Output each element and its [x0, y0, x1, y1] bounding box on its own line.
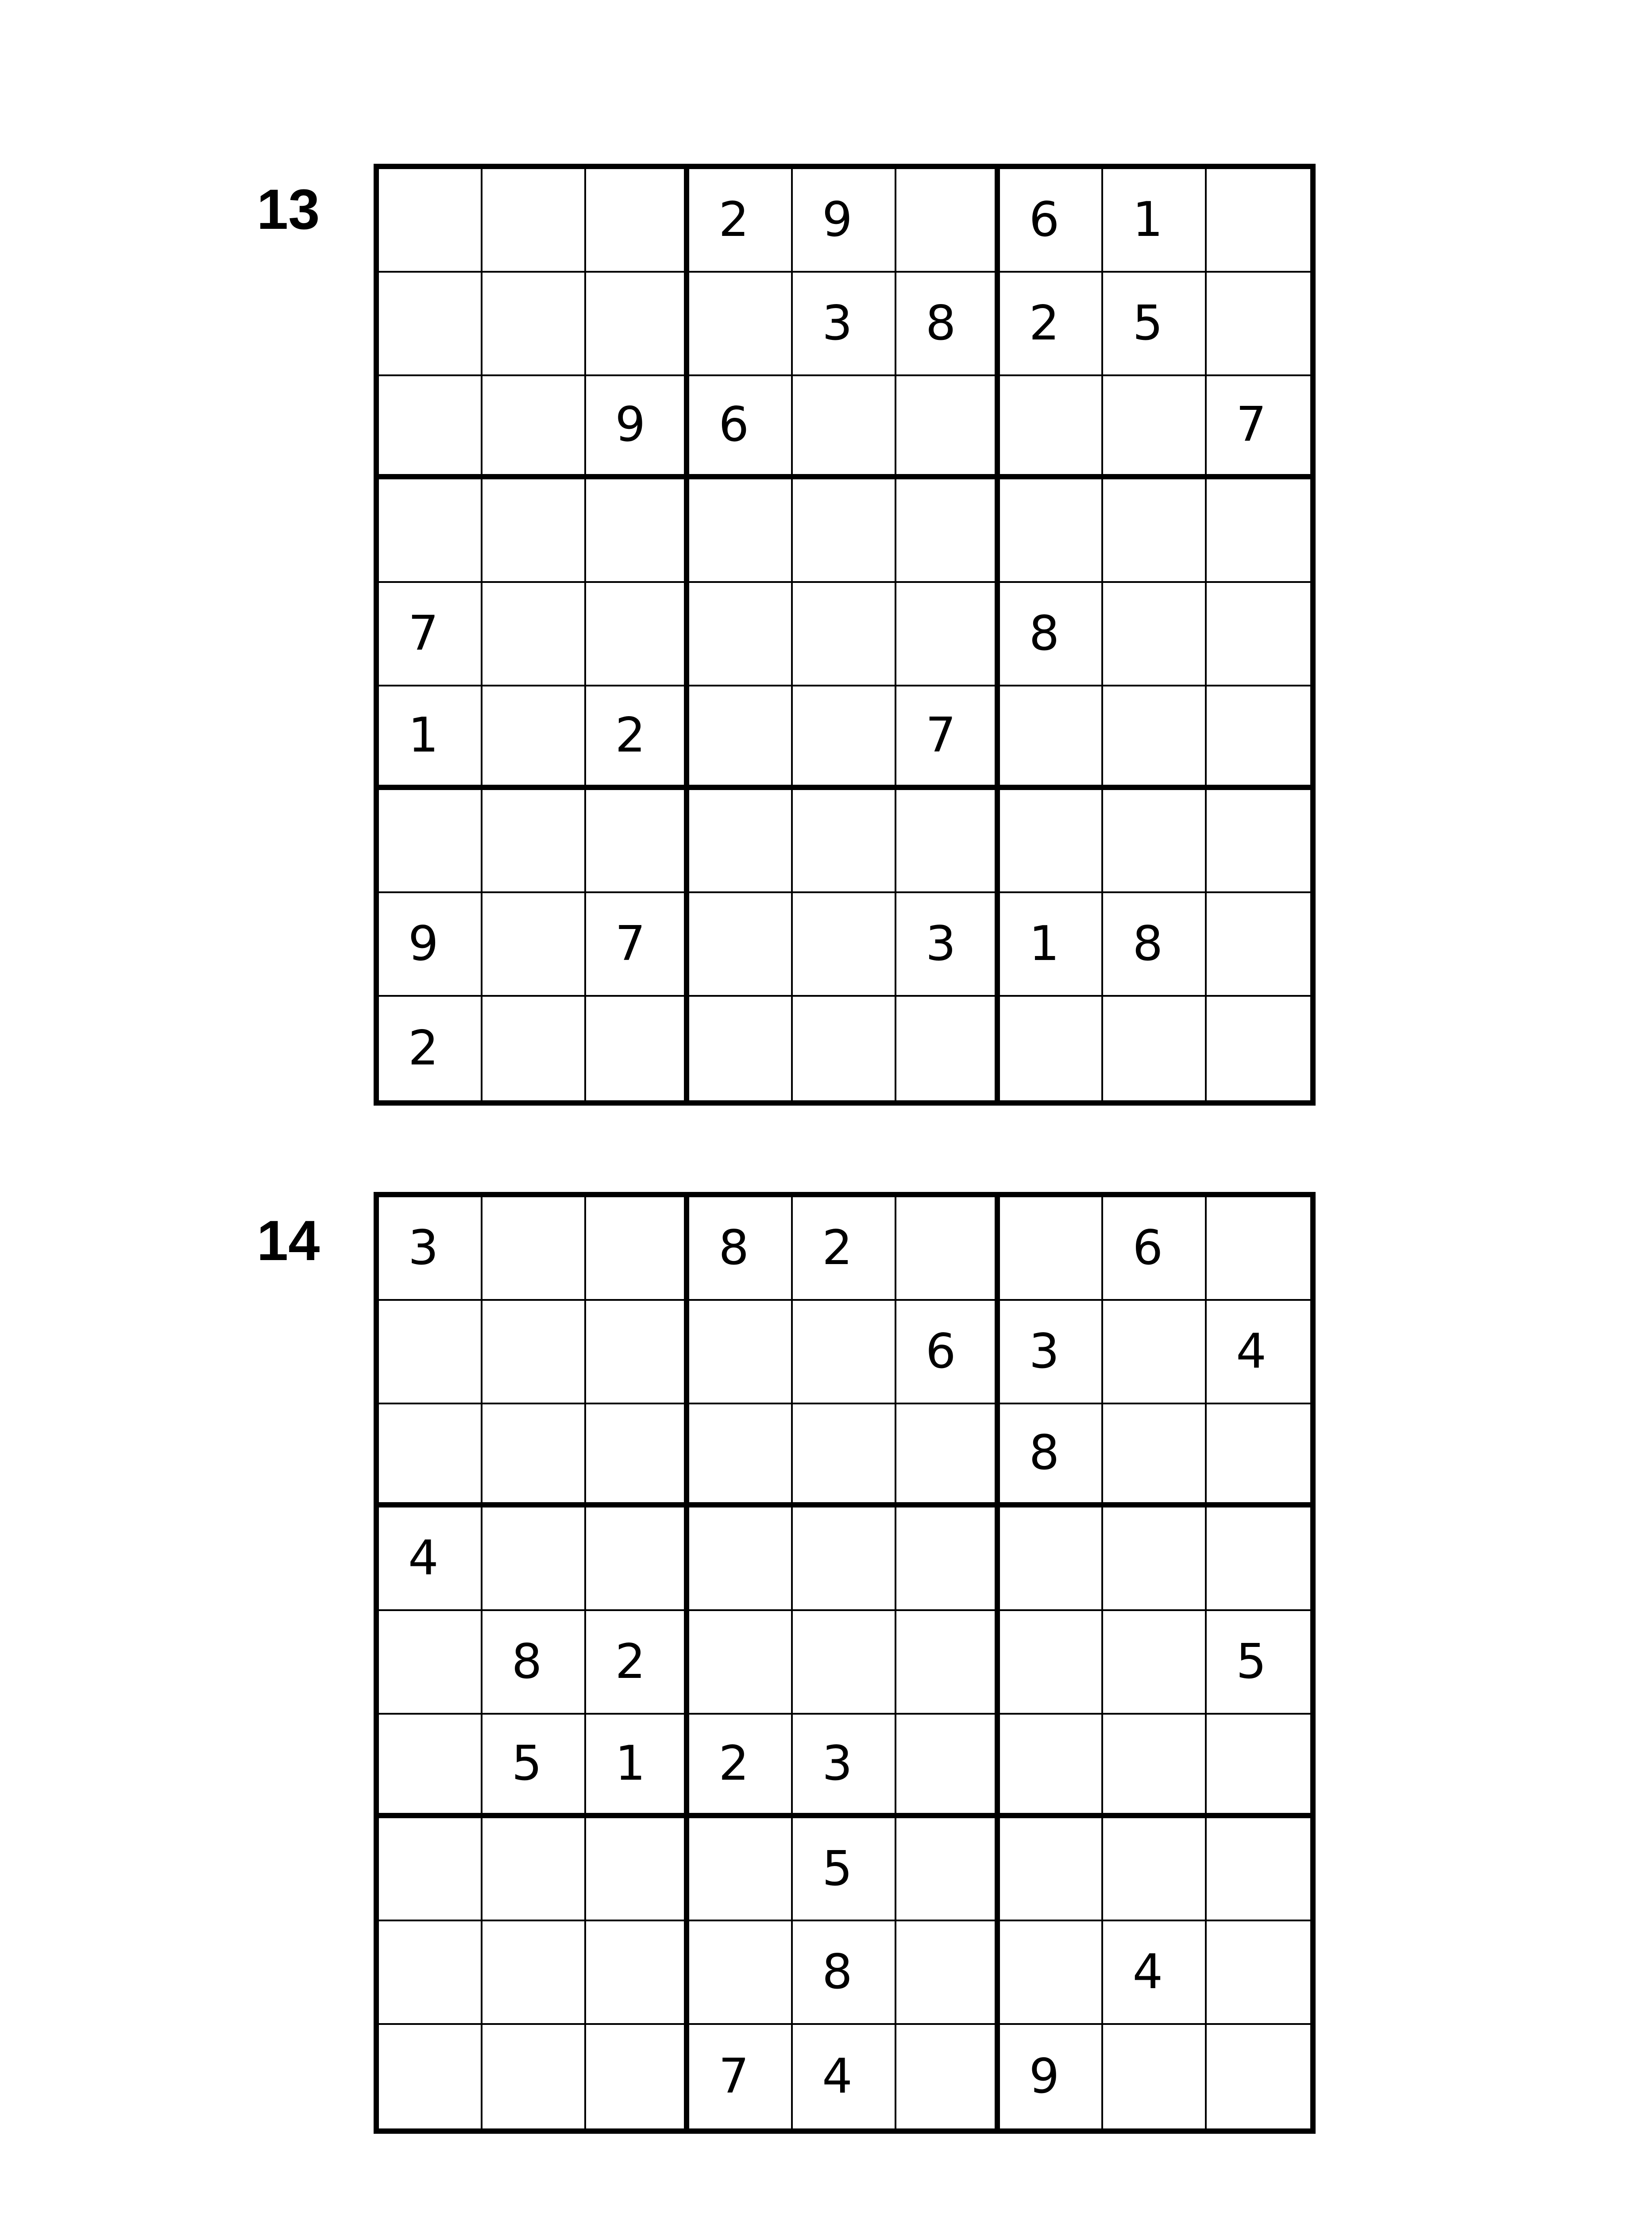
sudoku-cell[interactable] — [1000, 583, 1104, 686]
puzzle-number: 14 — [257, 1209, 320, 1272]
sudoku-cell[interactable] — [1103, 1301, 1207, 1404]
sudoku-cell[interactable] — [1207, 169, 1310, 273]
sudoku-cell[interactable] — [793, 1818, 896, 1922]
sudoku-cell[interactable] — [1207, 790, 1310, 894]
sudoku-cell[interactable] — [482, 997, 586, 1100]
sudoku-cell[interactable] — [586, 790, 690, 894]
sudoku-cell[interactable] — [896, 790, 1000, 894]
sudoku-cell[interactable] — [1207, 1197, 1310, 1301]
sudoku-cell[interactable] — [793, 1715, 896, 1818]
cell-digit: 8 — [1132, 916, 1163, 972]
sudoku-cell[interactable] — [482, 2025, 586, 2128]
sudoku-cell[interactable] — [1103, 686, 1207, 790]
sudoku-cell[interactable] — [482, 1404, 586, 1508]
sudoku-cell[interactable] — [1000, 1715, 1104, 1818]
sudoku-cell[interactable] — [896, 583, 1000, 686]
sudoku-cell[interactable] — [896, 997, 1000, 1100]
cell-digit: 8 — [1029, 605, 1060, 661]
sudoku-cell[interactable] — [482, 1611, 586, 1715]
sudoku-cell[interactable] — [1103, 1404, 1207, 1508]
cell-digit: 7 — [1236, 397, 1266, 453]
sudoku-cell[interactable] — [482, 1301, 586, 1404]
sudoku-grid — [374, 164, 1316, 1106]
cell-digit: 5 — [511, 1735, 542, 1791]
sudoku-cell[interactable] — [1103, 997, 1207, 1100]
sudoku-cell[interactable] — [379, 790, 482, 894]
sudoku-cell[interactable] — [793, 893, 896, 997]
cell-digit: 2 — [822, 1220, 853, 1276]
sudoku-cell[interactable] — [689, 169, 793, 273]
cell-digit: 7 — [718, 2049, 749, 2105]
sudoku-cell[interactable] — [689, 1301, 793, 1404]
sudoku-cell[interactable] — [689, 997, 793, 1100]
sudoku-grid — [374, 1192, 1316, 2134]
sudoku-cell[interactable] — [1000, 1611, 1104, 1715]
sudoku-cell[interactable] — [586, 1715, 690, 1818]
sudoku-cell[interactable] — [896, 1197, 1000, 1301]
sudoku-cell[interactable] — [1207, 479, 1310, 583]
sudoku-cell[interactable] — [1207, 1715, 1310, 1818]
sudoku-cell[interactable] — [793, 1197, 896, 1301]
cell-digit: 1 — [408, 707, 439, 763]
sudoku-cell[interactable] — [689, 479, 793, 583]
sudoku-cell[interactable] — [896, 479, 1000, 583]
sudoku-cell[interactable] — [896, 169, 1000, 273]
cell-digit: 3 — [1029, 1323, 1060, 1379]
sudoku-cell[interactable] — [1103, 1611, 1207, 1715]
sudoku-cell[interactable] — [1103, 583, 1207, 686]
sudoku-cell[interactable] — [689, 583, 793, 686]
sudoku-cell[interactable] — [1103, 479, 1207, 583]
sudoku-cell[interactable] — [793, 376, 896, 480]
sudoku-cell[interactable] — [1000, 790, 1104, 894]
cell-digit: 1 — [615, 1735, 646, 1791]
sudoku-cell[interactable] — [1103, 893, 1207, 997]
sudoku-cell[interactable] — [379, 1921, 482, 2025]
sudoku-cell[interactable] — [1103, 1921, 1207, 2025]
sudoku-cell[interactable] — [586, 1818, 690, 1922]
cell-digit: 1 — [1029, 916, 1060, 972]
sudoku-cell[interactable] — [896, 1921, 1000, 2025]
sudoku-cell[interactable] — [793, 1404, 896, 1508]
sudoku-cell[interactable] — [793, 790, 896, 894]
cell-digit: 8 — [925, 295, 956, 351]
cell-digit: 7 — [408, 605, 439, 661]
sudoku-cell[interactable] — [586, 1197, 690, 1301]
sudoku-cell[interactable] — [793, 169, 896, 273]
cell-digit: 6 — [718, 397, 749, 453]
sudoku-cell[interactable] — [379, 479, 482, 583]
cell-digit: 8 — [822, 1944, 853, 2000]
sudoku-cell[interactable] — [586, 376, 690, 480]
sudoku-cell[interactable] — [793, 1507, 896, 1611]
cell-digit: 6 — [1029, 192, 1060, 247]
cell-digit: 4 — [822, 2049, 853, 2105]
sudoku-cell[interactable] — [379, 1611, 482, 1715]
sudoku-cell[interactable] — [379, 1301, 482, 1404]
sudoku-cell[interactable] — [586, 273, 690, 376]
sudoku-cell[interactable] — [586, 686, 690, 790]
sudoku-cell[interactable] — [793, 583, 896, 686]
cell-digit: 9 — [615, 397, 646, 453]
sudoku-cell[interactable] — [1000, 169, 1104, 273]
sudoku-cell[interactable] — [689, 1507, 793, 1611]
cell-digit: 2 — [615, 1634, 646, 1689]
sudoku-cell[interactable] — [1000, 1507, 1104, 1611]
sudoku-cell[interactable] — [586, 169, 690, 273]
sudoku-cell[interactable] — [896, 1507, 1000, 1611]
sudoku-cell[interactable] — [586, 1301, 690, 1404]
cell-digit: 3 — [822, 295, 853, 351]
sudoku-cell[interactable] — [689, 686, 793, 790]
sudoku-cell[interactable] — [482, 1197, 586, 1301]
sudoku-cell[interactable] — [1207, 583, 1310, 686]
cell-digit: 7 — [615, 916, 646, 972]
sudoku-cell[interactable] — [1103, 790, 1207, 894]
sudoku-cell[interactable] — [896, 1301, 1000, 1404]
sudoku-cell[interactable] — [379, 686, 482, 790]
sudoku-cell[interactable] — [1000, 1197, 1104, 1301]
sudoku-cell[interactable] — [586, 583, 690, 686]
sudoku-cell[interactable] — [1000, 479, 1104, 583]
sudoku-cell[interactable] — [793, 1611, 896, 1715]
sudoku-cell[interactable] — [689, 273, 793, 376]
sudoku-cell[interactable] — [1207, 2025, 1310, 2128]
cell-digit: 5 — [1236, 1634, 1266, 1689]
cell-digit: 9 — [408, 916, 439, 972]
sudoku-cell[interactable] — [689, 1197, 793, 1301]
sudoku-cell[interactable] — [793, 686, 896, 790]
puzzle-number: 13 — [257, 178, 320, 241]
sudoku-cell[interactable] — [793, 2025, 896, 2128]
sudoku-cell[interactable] — [586, 1507, 690, 1611]
sudoku-cell[interactable] — [1103, 2025, 1207, 2128]
sudoku-cell[interactable] — [1000, 893, 1104, 997]
sudoku-cell[interactable] — [482, 169, 586, 273]
sudoku-cell[interactable] — [482, 790, 586, 894]
sudoku-cell[interactable] — [379, 893, 482, 997]
cell-digit: 2 — [718, 192, 749, 247]
sudoku-cell[interactable] — [793, 997, 896, 1100]
sudoku-cell[interactable] — [379, 273, 482, 376]
cell-digit: 4 — [1132, 1944, 1163, 2000]
sudoku-cell[interactable] — [586, 1611, 690, 1715]
sudoku-cell[interactable] — [793, 273, 896, 376]
cell-digit: 2 — [1029, 295, 1060, 351]
sudoku-cell[interactable] — [896, 376, 1000, 480]
sudoku-cell[interactable] — [1000, 997, 1104, 1100]
cell-digit: 4 — [1236, 1323, 1266, 1379]
sudoku-cell[interactable] — [379, 1818, 482, 1922]
sudoku-cell[interactable] — [379, 997, 482, 1100]
cell-digit: 9 — [1029, 2049, 1060, 2105]
sudoku-cell[interactable] — [586, 1921, 690, 2025]
sudoku-cell[interactable] — [482, 1715, 586, 1818]
cell-digit: 5 — [1132, 295, 1163, 351]
sudoku-cell[interactable] — [1207, 1818, 1310, 1922]
sudoku-cell[interactable] — [1207, 376, 1310, 480]
sudoku-cell[interactable] — [586, 2025, 690, 2128]
sudoku-cell[interactable] — [896, 1715, 1000, 1818]
cell-digit: 9 — [822, 192, 853, 247]
sudoku-cell[interactable] — [1207, 1611, 1310, 1715]
sudoku-cell[interactable] — [1207, 273, 1310, 376]
sudoku-cell[interactable] — [1207, 1921, 1310, 2025]
sudoku-cell[interactable] — [379, 1715, 482, 1818]
sudoku-cell[interactable] — [896, 2025, 1000, 2128]
cell-digit: 6 — [1132, 1220, 1163, 1276]
sudoku-cell[interactable] — [379, 1197, 482, 1301]
sudoku-cell[interactable] — [896, 1404, 1000, 1508]
cell-digit: 8 — [718, 1220, 749, 1276]
sudoku-cell[interactable] — [379, 376, 482, 480]
sudoku-cell[interactable] — [482, 583, 586, 686]
cell-digit: 3 — [822, 1735, 853, 1791]
sudoku-cell[interactable] — [1207, 997, 1310, 1100]
sudoku-cell[interactable] — [379, 583, 482, 686]
sudoku-cell[interactable] — [689, 1921, 793, 2025]
sudoku-cell[interactable] — [586, 997, 690, 1100]
sudoku-cell[interactable] — [1000, 273, 1104, 376]
sudoku-cell[interactable] — [689, 1818, 793, 1922]
sudoku-cell[interactable] — [1103, 1507, 1207, 1611]
sudoku-cell[interactable] — [1207, 1507, 1310, 1611]
sudoku-cell[interactable] — [689, 1715, 793, 1818]
cell-digit: 1 — [1132, 192, 1163, 247]
sudoku-cell[interactable] — [1103, 169, 1207, 273]
sudoku-cell[interactable] — [1103, 1715, 1207, 1818]
sudoku-cell[interactable] — [1103, 1818, 1207, 1922]
sudoku-cell[interactable] — [586, 1404, 690, 1508]
sudoku-cell[interactable] — [896, 1818, 1000, 1922]
cell-digit: 2 — [718, 1735, 749, 1791]
sudoku-cell[interactable] — [689, 790, 793, 894]
sudoku-cell[interactable] — [586, 479, 690, 583]
cell-digit: 8 — [1029, 1425, 1060, 1481]
sudoku-cell[interactable] — [482, 1921, 586, 2025]
sudoku-cell[interactable] — [1207, 686, 1310, 790]
sudoku-cell[interactable] — [793, 1921, 896, 2025]
cell-digit: 6 — [925, 1323, 956, 1379]
sudoku-cell[interactable] — [482, 893, 586, 997]
sudoku-cell[interactable] — [482, 1818, 586, 1922]
sudoku-cell[interactable] — [689, 376, 793, 480]
sudoku-cell[interactable] — [1103, 1197, 1207, 1301]
cell-digit: 4 — [408, 1531, 439, 1586]
sudoku-cell[interactable] — [379, 169, 482, 273]
sudoku-cell[interactable] — [1000, 686, 1104, 790]
cell-digit: 2 — [408, 1021, 439, 1076]
sudoku-cell[interactable] — [1207, 893, 1310, 997]
sudoku-cell[interactable] — [482, 686, 586, 790]
sudoku-cell[interactable] — [379, 1404, 482, 1508]
sudoku-cell[interactable] — [379, 2025, 482, 2128]
sudoku-cell[interactable] — [1000, 1404, 1104, 1508]
sudoku-cell[interactable] — [379, 1507, 482, 1611]
sudoku-cell[interactable] — [689, 1404, 793, 1508]
sudoku-cell[interactable] — [896, 273, 1000, 376]
sudoku-cell[interactable] — [1000, 1301, 1104, 1404]
sudoku-cell[interactable] — [482, 376, 586, 480]
sudoku-cell[interactable] — [896, 686, 1000, 790]
sudoku-cell[interactable] — [793, 1301, 896, 1404]
sudoku-cell[interactable] — [1000, 2025, 1104, 2128]
cell-digit: 7 — [925, 707, 956, 763]
sudoku-cell[interactable] — [1000, 1818, 1104, 1922]
sudoku-cell[interactable] — [482, 1507, 586, 1611]
sudoku-cell[interactable] — [689, 2025, 793, 2128]
sudoku-cell[interactable] — [896, 1611, 1000, 1715]
cell-digit: 3 — [925, 916, 956, 972]
sudoku-cell[interactable] — [1103, 376, 1207, 480]
sudoku-cell[interactable] — [1103, 273, 1207, 376]
cell-digit: 8 — [511, 1634, 542, 1689]
cell-digit: 5 — [822, 1841, 853, 1897]
sudoku-cell[interactable] — [482, 479, 586, 583]
sudoku-cell[interactable] — [482, 273, 586, 376]
sudoku-cell[interactable] — [1207, 1301, 1310, 1404]
cell-digit: 3 — [408, 1220, 439, 1276]
cell-digit: 2 — [615, 707, 646, 763]
sudoku-cell[interactable] — [689, 893, 793, 997]
sudoku-cell[interactable] — [1207, 1404, 1310, 1508]
sudoku-cell[interactable] — [586, 893, 690, 997]
sudoku-cell[interactable] — [793, 479, 896, 583]
sudoku-cell[interactable] — [1000, 376, 1104, 480]
sudoku-cell[interactable] — [689, 1611, 793, 1715]
sudoku-cell[interactable] — [1000, 1921, 1104, 2025]
sudoku-cell[interactable] — [896, 893, 1000, 997]
